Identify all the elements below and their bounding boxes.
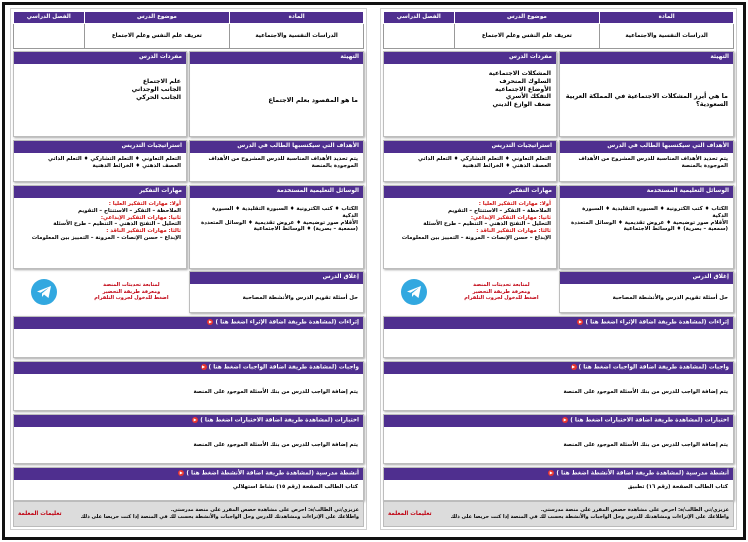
teacher-instructions: [13, 501, 364, 527]
activities-title: أنشطة مدرسية (لمشاهدة طريقة اضافة الأنشطة اضغط هنا ): [186, 470, 359, 477]
vocab-text: المشكلات الاجتماعية السلوك المنحرف الأوضاع الاجتماعية التفكك الأسري ضعف الوازع الديني: [488, 70, 551, 108]
topic-value: تعريف علم النفس وعلم الاجتماع: [84, 24, 230, 49]
skills-box: [383, 185, 557, 269]
strategies-box: [383, 140, 557, 182]
telegram-note: لمتابعة تحديثات المنصة ومعرفة طريقة التحضير اضغط للدخول لجروب التلقرام: [94, 282, 169, 302]
topic-label: موضوع الدرس: [84, 12, 230, 24]
homework-box: [13, 361, 364, 411]
closing-title: إغلاق الدرس: [560, 272, 733, 284]
vocab-title: مفردات الدرس: [384, 52, 556, 64]
tests-text: يتم إضافة الواجب للدرس من بنك الأسئلة الموجود على المنصة: [563, 441, 728, 448]
lesson-plan-page-left: [10, 8, 367, 530]
skills-t3: الإبداع – حسن الإنصات – المرونة – التمييز بين المعلومات: [401, 234, 551, 241]
semester-label: الفصل الدراسي: [384, 12, 455, 24]
vocab-text: علم الاجتماع الجانب الوجداني الجانب الحركي: [131, 78, 181, 101]
activities-link[interactable]: [384, 468, 733, 480]
intro-box: [189, 51, 364, 137]
play-icon: ▶: [179, 470, 183, 475]
enrich-text: [384, 329, 733, 335]
closing-box: [189, 271, 364, 313]
objectives-box: [189, 140, 364, 182]
play-icon: ▶: [563, 417, 567, 422]
aids-text: الكتاب ♦ كتب الكترونية ♦ السبورة التقليدية ♦ السبورة الذكية الأقلام صور توضيحية ♦ عروض تقديمية ♦ الوسائل المتعددة (سمعية – بصرية) ♦ الوسائط الاجتماعية: [571, 206, 728, 233]
skills-l1: أولا: مهارات التفكير العليا :: [478, 201, 551, 207]
activities-box: [383, 467, 734, 501]
subject-value: الدراسات النفسية والاجتماعية: [230, 24, 364, 49]
intro-box: [559, 51, 734, 137]
semester-label: الفصل الدراسي: [14, 12, 85, 24]
objectives-text: يتم تحديد الأهداف المناسبة للدرس المشروح من الأهداف الموجودة بالمنصة: [208, 156, 358, 169]
activities-link[interactable]: [14, 468, 363, 480]
homework-text: يتم إضافة الواجب للدرس من بنك الأسئلة الموجود على المنصة: [193, 388, 358, 395]
instructions-label: تعليمات المعلمة: [388, 510, 432, 517]
enrich-link[interactable]: [384, 317, 733, 329]
closing-title: إغلاق الدرس: [190, 272, 363, 284]
objectives-title: الأهداف التي سيكتسبها الطالب في الدرس: [190, 141, 363, 153]
homework-link[interactable]: [384, 362, 733, 374]
closing-text: حل أسئلة تقويم الدرس والأنشطة المصاحبة: [242, 294, 358, 301]
strategies-box: [13, 140, 187, 182]
closing-text: حل أسئلة تقويم الدرس والأنشطة المصاحبة: [612, 294, 728, 301]
play-icon: ▶: [571, 364, 576, 369]
homework-box: [383, 361, 734, 411]
skills-title: مهارات التفكير: [14, 186, 186, 198]
strategies-text: التعلم التعاوني ♦ التعلم التشاركي ♦ التعلم الذاتي العصف الذهني ♦ الخرائط الذهنية: [418, 156, 551, 169]
enrich-title: إثراءات (لمشاهدة طريقة اضافة الإثراء اضغط هنا ): [585, 319, 729, 326]
enrich-box: [13, 316, 364, 358]
skills-t3: الإبداع – حسن الإنصات – المرونة – التمييز بين المعلومات: [31, 234, 181, 241]
enrich-box: [383, 316, 734, 358]
instructions-text: عزيزي/تي الطالب/ة: احرص على مشاهدة حصص المقرر على منصة مدرستي. واطلاعك على الإثراءات ومشاهدتك للدرس وحل الواجبات والأنشطة يحسب لك في المنصة إذا كنت حريصا على ذلك: [450, 507, 729, 520]
tests-box: [383, 414, 734, 464]
semester-value: [14, 24, 85, 49]
subject-label: المادة: [230, 12, 364, 24]
enrich-text: [14, 329, 363, 335]
telegram-promo[interactable]: [13, 271, 187, 313]
skills-t2: التحليل – التفتح الذهني – التنظيم – طرح الأسئلة: [423, 221, 551, 228]
skills-l3: ثالثا: مهارات التفكير الناقد :: [476, 228, 551, 234]
skills-t2: التحليل – التفتح الذهني – التنظيم – طرح الأسئلة: [53, 221, 181, 228]
strategies-title: استراتيجيات التدريس: [14, 141, 186, 153]
closing-box: [559, 271, 734, 313]
instructions-text: عزيزي/تي الطالب/ة: احرص على مشاهدة حصص المقرر على منصة مدرستي. واطلاعك على الإثراءات ومشاهدتك للدرس وحل الواجبات والأنشطة يحسب لك في المنصة إذا كنت حريصا على ذلك: [80, 507, 359, 520]
tests-title: اختبارات (لمشاهدة طريقة اضافة الاختبارات اضغط هنا ): [200, 417, 359, 424]
enrich-link[interactable]: [14, 317, 363, 329]
semester-value: [384, 24, 455, 49]
activities-title: أنشطة مدرسية (لمشاهدة طريقة اضافة الأنشطة اضغط هنا ): [556, 470, 729, 477]
play-icon: ▶: [549, 470, 553, 475]
subject-value: الدراسات النفسية والاجتماعية: [600, 24, 734, 49]
vocab-box: [383, 51, 557, 137]
play-icon: ▶: [578, 319, 582, 324]
objectives-box: [559, 140, 734, 182]
objectives-text: يتم تحديد الأهداف المناسبة للدرس المشروح من الأهداف الموجودة بالمنصة: [578, 156, 728, 169]
tests-link[interactable]: [384, 415, 733, 427]
vocab-box: [13, 51, 187, 137]
objectives-title: الأهداف التي سيكتسبها الطالب في الدرس: [560, 141, 733, 153]
aids-box: [189, 185, 364, 269]
strategies-title: استراتيجيات التدريس: [384, 141, 556, 153]
topic-label: موضوع الدرس: [454, 12, 600, 24]
aids-text: الكتاب ♦ كتب الكترونية ♦ السبورة التقليدية ♦ السبورة الذكية الأقلام صور توضيحية ♦ عروض تقديمية ♦ الوسائل المتعددة (سمعية – بصرية) ♦ الوسائط الاجتماعية: [201, 206, 358, 233]
play-icon: ▶: [193, 417, 197, 422]
activities-text: كتاب الطالب الصفحة (رقم ١٥) نشاط استهلالي: [232, 484, 358, 490]
tests-text: يتم إضافة الواجب للدرس من بنك الأسئلة الموجود على المنصة: [193, 441, 358, 448]
activities-text: كتاب الطالب الصفحة (رقم ١٦) تطبيق: [627, 484, 728, 490]
aids-title: الوسائل التعليمية المستخدمة: [190, 186, 363, 198]
intro-text: ما هو المقصود بعلم الاجتماع: [268, 96, 358, 104]
intro-title: التهيئة: [190, 52, 363, 64]
intro-text: ما هي أبرز المشكلات الاجتماعية في المملكة العربية السعودية؟: [565, 92, 728, 108]
telegram-icon[interactable]: [31, 279, 57, 305]
tests-title: اختبارات (لمشاهدة طريقة اضافة الاختبارات اضغط هنا ): [570, 417, 729, 424]
telegram-note: لمتابعة تحديثات المنصة ومعرفة طريقة التحضير اضغط للدخول لجروب التلقرام: [464, 282, 539, 302]
skills-l3: ثالثا: مهارات التفكير الناقد :: [106, 228, 181, 234]
subject-label: المادة: [600, 12, 734, 24]
homework-title: واجبات (لمشاهدة طريقة اضافة الواجبات اضغط هنا ): [578, 364, 729, 371]
skills-box: [13, 185, 187, 269]
tests-link[interactable]: [14, 415, 363, 427]
skills-t1: الملاحظة – التفكر – الاستنتاج – التقويم: [77, 207, 181, 214]
header-table: [383, 11, 734, 49]
skills-t1: الملاحظة – التفكر – الاستنتاج – التقويم: [447, 207, 551, 214]
activities-box: [13, 467, 364, 501]
lesson-plan-page-right: [380, 8, 737, 530]
strategies-text: التعلم التعاوني ♦ التعلم التشاركي ♦ التعلم الذاتي العصف الذهني ♦ الخرائط الذهنية: [48, 156, 181, 169]
topic-value: تعريف علم النفس وعلم الاجتماع: [454, 24, 600, 49]
homework-link[interactable]: [14, 362, 363, 374]
tests-box: [13, 414, 364, 464]
telegram-icon[interactable]: [401, 279, 427, 305]
skills-title: مهارات التفكير: [384, 186, 556, 198]
skills-l1: أولا: مهارات التفكير العليا :: [108, 201, 181, 207]
play-icon: ▶: [201, 364, 206, 369]
intro-title: التهيئة: [560, 52, 733, 64]
skills-l2: ثانيا: مهارات التفكير الإبداعي:: [100, 214, 181, 221]
play-icon: ▶: [208, 319, 212, 324]
enrich-title: إثراءات (لمشاهدة طريقة اضافة الإثراء اضغط هنا ): [215, 319, 359, 326]
homework-title: واجبات (لمشاهدة طريقة اضافة الواجبات اضغط هنا ): [208, 364, 359, 371]
telegram-promo[interactable]: [383, 271, 557, 313]
vocab-title: مفردات الدرس: [14, 52, 186, 64]
skills-l2: ثانيا: مهارات التفكير الإبداعي:: [470, 214, 551, 221]
teacher-instructions: [383, 501, 734, 527]
aids-title: الوسائل التعليمية المستخدمة: [560, 186, 733, 198]
homework-text: يتم إضافة الواجب للدرس من بنك الأسئلة الموجود على المنصة: [563, 388, 728, 395]
header-table: [13, 11, 364, 49]
instructions-label: تعليمات المعلمة: [18, 510, 62, 517]
aids-box: [559, 185, 734, 269]
